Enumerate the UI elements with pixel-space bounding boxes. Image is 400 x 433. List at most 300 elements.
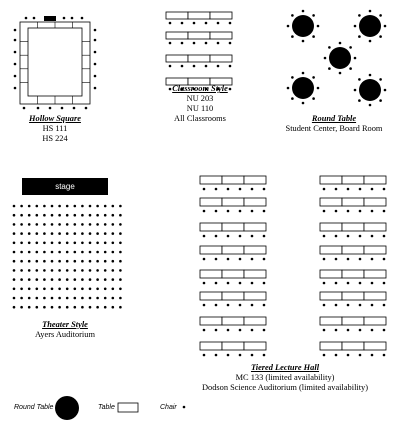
chair <box>25 17 28 20</box>
chair <box>359 282 362 285</box>
chair <box>251 304 254 307</box>
chair <box>28 269 31 272</box>
table <box>210 12 232 19</box>
chair <box>51 297 54 300</box>
table <box>364 270 386 278</box>
table <box>364 317 386 325</box>
chair <box>81 288 84 291</box>
chair <box>215 329 218 332</box>
chair <box>66 288 69 291</box>
chair <box>302 72 305 75</box>
chair <box>203 188 206 191</box>
chair <box>36 269 39 272</box>
chair <box>227 188 230 191</box>
table <box>200 176 222 184</box>
chair <box>51 269 54 272</box>
chair <box>119 269 122 272</box>
chair <box>43 297 46 300</box>
table <box>222 317 244 325</box>
chair <box>215 235 218 238</box>
chair <box>94 75 97 78</box>
chair <box>20 297 23 300</box>
round-table <box>292 15 314 37</box>
round-table <box>359 79 381 101</box>
table <box>320 292 342 300</box>
chair <box>112 223 115 226</box>
chair <box>227 282 230 285</box>
chair <box>323 304 326 307</box>
chair <box>63 17 66 20</box>
chair <box>104 288 107 291</box>
chair <box>89 232 92 235</box>
chair <box>239 258 242 261</box>
table <box>320 270 342 278</box>
chair <box>74 306 77 309</box>
chair <box>20 269 23 272</box>
chair <box>229 22 232 25</box>
table <box>342 342 364 350</box>
chair <box>66 214 69 217</box>
chair <box>28 223 31 226</box>
chair <box>13 260 16 263</box>
chair <box>14 63 17 66</box>
chair <box>205 65 208 68</box>
chair <box>20 288 23 291</box>
chair <box>112 278 115 281</box>
chair <box>193 42 196 45</box>
chair <box>239 354 242 357</box>
chair <box>74 242 77 245</box>
table <box>200 292 222 300</box>
chair <box>369 40 372 43</box>
chair <box>312 97 315 100</box>
chair <box>94 51 97 54</box>
theater-room-1: Ayers Auditorium <box>35 330 95 339</box>
chair <box>383 188 386 191</box>
chair <box>239 304 242 307</box>
chair <box>81 251 84 254</box>
chair <box>227 329 230 332</box>
chair <box>229 42 232 45</box>
chair <box>37 107 40 110</box>
chair <box>89 306 92 309</box>
chair <box>369 10 372 13</box>
hollow-square-room-1: HS 111 <box>42 124 68 133</box>
chair <box>383 329 386 332</box>
chair <box>96 251 99 254</box>
chair <box>205 22 208 25</box>
chair <box>215 258 218 261</box>
chair <box>358 78 361 81</box>
table <box>342 223 364 231</box>
chair <box>119 223 122 226</box>
chair <box>20 260 23 263</box>
legend-table-label: Table <box>98 404 115 411</box>
chair <box>263 258 266 261</box>
chair <box>28 288 31 291</box>
chair <box>20 232 23 235</box>
chair <box>263 354 266 357</box>
chair <box>36 251 39 254</box>
chair <box>28 232 31 235</box>
table <box>364 246 386 254</box>
chair <box>66 251 69 254</box>
chair <box>43 232 46 235</box>
table <box>320 223 342 231</box>
chair <box>81 17 84 20</box>
table <box>200 198 222 206</box>
chair <box>74 278 77 281</box>
chair <box>104 242 107 245</box>
chair <box>66 260 69 263</box>
chair <box>335 235 338 238</box>
chair <box>66 205 69 208</box>
chair <box>347 282 350 285</box>
chair <box>215 282 218 285</box>
chair <box>14 51 17 54</box>
chair <box>239 188 242 191</box>
chair <box>20 306 23 309</box>
chair <box>20 205 23 208</box>
chair <box>358 14 361 17</box>
chair <box>227 235 230 238</box>
table <box>364 292 386 300</box>
classroom-room-3: All Classrooms <box>174 114 226 123</box>
round-table <box>292 77 314 99</box>
chair <box>359 235 362 238</box>
chair <box>323 258 326 261</box>
stage-label: stage <box>55 182 75 191</box>
chair <box>74 269 77 272</box>
chair <box>239 235 242 238</box>
chair <box>371 210 374 213</box>
chair <box>324 57 327 60</box>
chair <box>36 306 39 309</box>
chair <box>28 297 31 300</box>
chair <box>291 97 294 100</box>
chair <box>251 235 254 238</box>
chair <box>112 205 115 208</box>
table <box>118 403 138 412</box>
round-table <box>359 15 381 37</box>
chair <box>229 65 232 68</box>
chair <box>58 242 61 245</box>
chair <box>112 214 115 217</box>
chair <box>369 104 372 107</box>
table <box>342 292 364 300</box>
chair <box>81 297 84 300</box>
table <box>222 246 244 254</box>
chair <box>66 297 69 300</box>
chair <box>217 22 220 25</box>
legend-chair-label: Chair <box>160 404 177 411</box>
chair <box>104 232 107 235</box>
chair <box>359 258 362 261</box>
chair <box>112 306 115 309</box>
chair <box>379 78 382 81</box>
chair <box>384 89 387 92</box>
chair <box>96 214 99 217</box>
chair <box>51 251 54 254</box>
chair <box>119 306 122 309</box>
table <box>244 176 266 184</box>
table <box>320 246 342 254</box>
chair <box>74 232 77 235</box>
chair <box>349 46 352 49</box>
table <box>188 32 210 39</box>
chair <box>347 235 350 238</box>
chair <box>66 232 69 235</box>
chair <box>33 17 36 20</box>
chair <box>384 25 387 28</box>
chair <box>43 278 46 281</box>
chair <box>58 205 61 208</box>
chair <box>203 354 206 357</box>
chair <box>119 205 122 208</box>
table <box>222 292 244 300</box>
chair <box>14 75 17 78</box>
chair <box>74 205 77 208</box>
table <box>200 246 222 254</box>
chair <box>328 46 331 49</box>
chair <box>323 188 326 191</box>
chair <box>354 57 357 60</box>
chair <box>13 251 16 254</box>
chair <box>302 10 305 13</box>
chair <box>43 260 46 263</box>
chair <box>81 269 84 272</box>
chair <box>81 242 84 245</box>
chair <box>263 210 266 213</box>
chair <box>312 14 315 17</box>
table <box>320 198 342 206</box>
chair <box>36 223 39 226</box>
chair <box>58 214 61 217</box>
chair <box>51 214 54 217</box>
chair <box>89 214 92 217</box>
chair <box>263 188 266 191</box>
chair <box>379 35 382 38</box>
chair <box>359 304 362 307</box>
chair <box>28 278 31 281</box>
chair <box>96 306 99 309</box>
round-table <box>329 47 351 69</box>
chair <box>112 288 115 291</box>
chair <box>312 76 315 79</box>
table <box>222 270 244 278</box>
chair <box>58 297 61 300</box>
chair <box>371 258 374 261</box>
chair <box>112 269 115 272</box>
table <box>200 342 222 350</box>
chair <box>13 288 16 291</box>
chair <box>371 354 374 357</box>
chair <box>383 282 386 285</box>
legend-round-table-icon <box>55 396 79 420</box>
table <box>342 246 364 254</box>
chair <box>183 406 186 409</box>
chair <box>263 329 266 332</box>
chair <box>358 99 361 102</box>
chair <box>74 297 77 300</box>
chair <box>239 282 242 285</box>
chair <box>51 232 54 235</box>
chair <box>51 223 54 226</box>
chair <box>383 235 386 238</box>
chair <box>94 63 97 66</box>
chair <box>383 304 386 307</box>
chair <box>89 288 92 291</box>
chair <box>66 242 69 245</box>
chair <box>112 260 115 263</box>
chair <box>169 65 172 68</box>
chair <box>169 42 172 45</box>
chair <box>335 354 338 357</box>
chair <box>317 87 320 90</box>
chair <box>81 214 84 217</box>
round-table-caption <box>270 114 398 134</box>
chair <box>104 214 107 217</box>
chair <box>36 260 39 263</box>
table <box>244 198 266 206</box>
hollow-square-title: Hollow Square <box>29 114 81 123</box>
chair <box>104 297 107 300</box>
classroom-title: Classroom Style <box>172 84 228 93</box>
chair <box>119 251 122 254</box>
chair <box>383 354 386 357</box>
chair <box>263 282 266 285</box>
chair <box>251 282 254 285</box>
chair <box>251 258 254 261</box>
chair <box>359 188 362 191</box>
chair <box>181 65 184 68</box>
chair <box>28 306 31 309</box>
projector-icon <box>44 16 56 21</box>
chair <box>119 260 122 263</box>
chair <box>94 29 97 32</box>
chair <box>43 288 46 291</box>
chair <box>13 205 16 208</box>
hollow-square-room-2: HS 224 <box>42 134 68 143</box>
chair <box>13 278 16 281</box>
chair <box>94 87 97 90</box>
chair <box>43 269 46 272</box>
chair <box>81 232 84 235</box>
chair <box>323 354 326 357</box>
table <box>244 223 266 231</box>
chair <box>203 210 206 213</box>
chair <box>51 205 54 208</box>
chair <box>36 297 39 300</box>
table <box>342 198 364 206</box>
chair <box>81 205 84 208</box>
table <box>244 246 266 254</box>
chair <box>74 288 77 291</box>
table <box>244 270 266 278</box>
chair <box>112 232 115 235</box>
table <box>244 292 266 300</box>
table <box>200 223 222 231</box>
chair <box>43 251 46 254</box>
table <box>320 342 342 350</box>
table <box>188 55 210 62</box>
chair <box>74 251 77 254</box>
chair <box>263 235 266 238</box>
chair <box>323 210 326 213</box>
chair <box>203 329 206 332</box>
chair <box>51 278 54 281</box>
chair <box>347 188 350 191</box>
chair <box>358 35 361 38</box>
chair <box>335 210 338 213</box>
chair <box>58 232 61 235</box>
table <box>210 55 232 62</box>
chair <box>371 329 374 332</box>
table <box>342 176 364 184</box>
table <box>244 317 266 325</box>
chair <box>51 288 54 291</box>
chair <box>104 223 107 226</box>
chair <box>20 278 23 281</box>
chair <box>371 304 374 307</box>
chair <box>339 42 342 45</box>
chair <box>43 223 46 226</box>
chair <box>58 269 61 272</box>
chair <box>205 42 208 45</box>
chair <box>169 22 172 25</box>
chair <box>112 242 115 245</box>
chair <box>203 304 206 307</box>
chair <box>112 297 115 300</box>
chair <box>28 214 31 217</box>
chair <box>371 188 374 191</box>
chair <box>36 288 39 291</box>
chair <box>383 210 386 213</box>
chair <box>20 251 23 254</box>
table <box>222 223 244 231</box>
chair <box>227 210 230 213</box>
chair <box>104 260 107 263</box>
chair <box>347 354 350 357</box>
chair <box>81 278 84 281</box>
chair <box>335 304 338 307</box>
chair <box>251 188 254 191</box>
chair <box>13 306 16 309</box>
chair <box>291 76 294 79</box>
table <box>222 342 244 350</box>
chair <box>96 232 99 235</box>
chair <box>36 242 39 245</box>
lecture-hall-room-1: MC 133 (limited availability) <box>235 373 335 382</box>
chair <box>74 223 77 226</box>
round-table-title: Round Table <box>311 114 357 123</box>
table <box>210 32 232 39</box>
chair <box>74 260 77 263</box>
chair <box>14 39 17 42</box>
chair <box>287 25 290 28</box>
chair <box>85 107 88 110</box>
chair <box>217 65 220 68</box>
chair <box>96 205 99 208</box>
chair <box>89 251 92 254</box>
table <box>166 12 188 19</box>
chair <box>379 99 382 102</box>
table <box>342 317 364 325</box>
chair <box>61 107 64 110</box>
chair <box>227 258 230 261</box>
chair <box>43 306 46 309</box>
table <box>320 317 342 325</box>
